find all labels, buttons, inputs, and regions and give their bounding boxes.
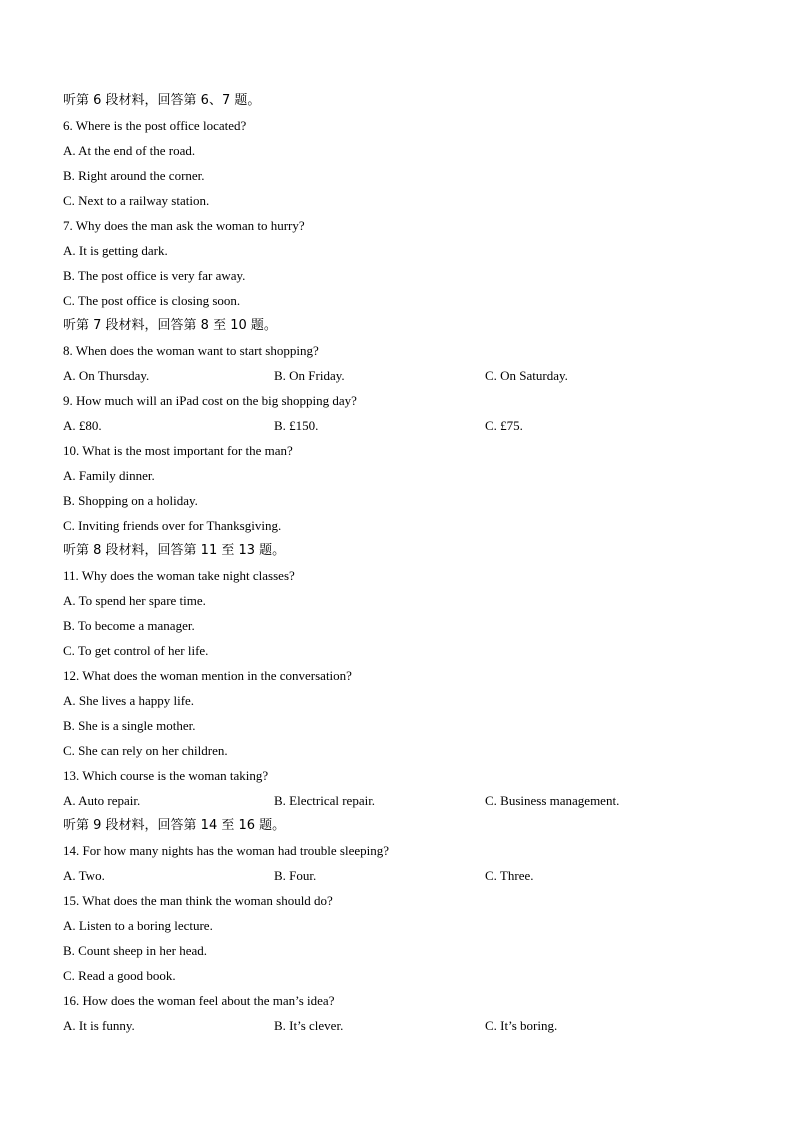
answer-option: A. On Thursday. bbox=[63, 368, 150, 383]
answer-option: C. Inviting friends over for Thanksgiving. bbox=[63, 518, 282, 533]
answer-option: A. To spend her spare time. bbox=[63, 593, 206, 608]
answer-option: C. Read a good book. bbox=[63, 968, 176, 983]
answer-option: B. She is a single mother. bbox=[63, 718, 196, 733]
answer-option: C. She can rely on her children. bbox=[63, 743, 228, 758]
answer-option: A. It is getting dark. bbox=[63, 243, 168, 258]
answer-option: C. Next to a railway station. bbox=[63, 193, 210, 208]
option-row bbox=[63, 363, 754, 388]
section-heading: 听第 9 段材料，回答第 14 至 16 题。 bbox=[63, 818, 286, 833]
answer-option: A. It is funny. bbox=[63, 1018, 135, 1033]
question-text: 13. Which course is the woman taking? bbox=[63, 768, 269, 783]
answer-option: B. Electrical repair. bbox=[274, 793, 376, 808]
option-row bbox=[63, 413, 754, 438]
section-heading: 听第 7 段材料，回答第 8 至 10 题。 bbox=[63, 318, 277, 333]
answer-option: B. £150. bbox=[274, 418, 319, 433]
answer-option: C. Three. bbox=[485, 868, 534, 883]
option-row bbox=[63, 863, 754, 888]
question-text: 6. Where is the post office located? bbox=[63, 118, 247, 133]
section-heading: 听第 6 段材料，回答第 6、7 题。 bbox=[63, 93, 261, 108]
question-text: 15. What does the man think the woman should do? bbox=[63, 893, 333, 908]
answer-option: A. She lives a happy life. bbox=[63, 693, 195, 708]
option-row bbox=[63, 1013, 754, 1038]
question-text: 10. What is the most important for the man? bbox=[63, 443, 293, 458]
question-text: 11. Why does the woman take night classes? bbox=[63, 568, 295, 583]
question-text: 12. What does the woman mention in the conversation? bbox=[63, 668, 352, 683]
question-text: 14. For how many nights has the woman had trouble sleeping? bbox=[63, 843, 390, 858]
answer-option: B. Four. bbox=[274, 868, 317, 883]
answer-option: A. £80. bbox=[63, 418, 102, 433]
answer-option: C. It’s boring. bbox=[485, 1018, 558, 1033]
answer-option: C. £75. bbox=[485, 418, 523, 433]
answer-option: B. To become a manager. bbox=[63, 618, 195, 633]
answer-option: C. Business management. bbox=[485, 793, 620, 808]
answer-option: A. Listen to a boring lecture. bbox=[63, 918, 213, 933]
answer-option: B. Shopping on a holiday. bbox=[63, 493, 198, 508]
answer-option: B. Right around the corner. bbox=[63, 168, 205, 183]
option-row bbox=[63, 788, 754, 813]
answer-option: C. On Saturday. bbox=[485, 368, 568, 383]
section-heading: 听第 8 段材料，回答第 11 至 13 题。 bbox=[63, 543, 286, 558]
answer-option: B. Count sheep in her head. bbox=[63, 943, 208, 958]
question-text: 7. Why does the man ask the woman to hurry? bbox=[63, 218, 305, 233]
answer-option: A. Two. bbox=[63, 868, 105, 883]
answer-option: A. Family dinner. bbox=[63, 468, 155, 483]
question-text: 9. How much will an iPad cost on the big shopping day? bbox=[63, 393, 357, 408]
answer-option: B. It’s clever. bbox=[274, 1018, 344, 1033]
answer-option: C. The post office is closing soon. bbox=[63, 293, 241, 308]
answer-option: B. The post office is very far away. bbox=[63, 268, 246, 283]
question-text: 8. When does the woman want to start shopping? bbox=[63, 343, 319, 358]
answer-option: A. At the end of the road. bbox=[63, 143, 196, 158]
answer-option: B. On Friday. bbox=[274, 368, 345, 383]
answer-option: C. To get control of her life. bbox=[63, 643, 209, 658]
answer-option: A. Auto repair. bbox=[63, 793, 141, 808]
question-text: 16. How does the woman feel about the man’s idea? bbox=[63, 993, 335, 1008]
